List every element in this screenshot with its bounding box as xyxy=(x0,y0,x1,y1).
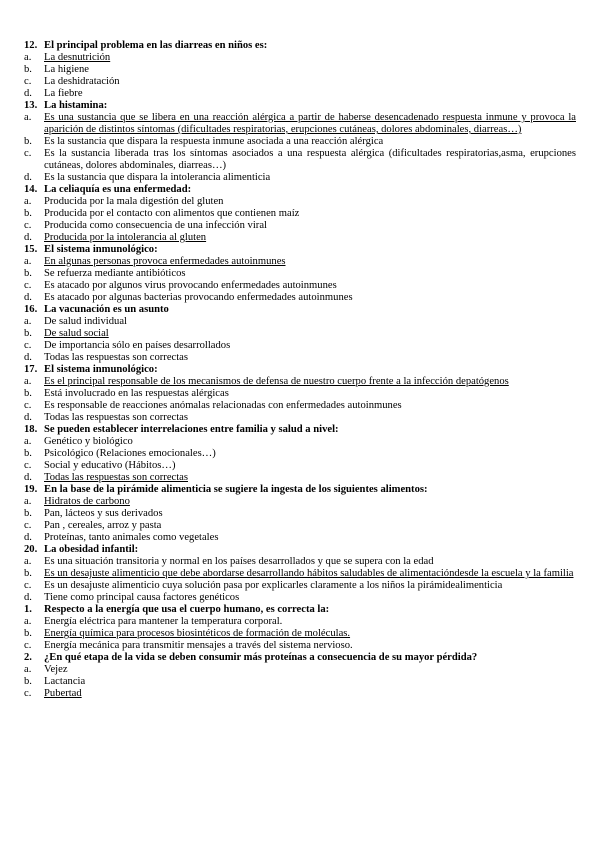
option-text: La higiene xyxy=(44,64,90,75)
option-letter: a. xyxy=(24,316,32,327)
option-text-marked-correct: Pubertad xyxy=(44,688,82,699)
option-text: Es responsable de reacciones anómalas relacionadas con enfermedades autoinmunes xyxy=(44,400,402,411)
option-letter: a. xyxy=(24,256,32,267)
option-text: Energía mecánica para transmitir mensajes a través del sistema nervioso. xyxy=(44,640,353,651)
question-heading xyxy=(24,304,576,316)
option-text: La fiebre xyxy=(44,88,83,99)
question-number: 1. xyxy=(24,604,32,615)
option-letter: a. xyxy=(24,112,32,123)
option-letter: d. xyxy=(24,532,32,543)
option-text-marked-correct: La desnutrición xyxy=(44,52,111,63)
question-number: 12. xyxy=(24,40,38,51)
option-text-marked-correct: Todas las respuestas son correctas xyxy=(44,472,188,483)
question-heading xyxy=(24,184,576,196)
answer-option xyxy=(24,136,576,148)
option-text: Vejez xyxy=(44,664,68,675)
question-heading xyxy=(24,40,576,52)
question-text: La histamina: xyxy=(44,100,108,111)
option-text: Es la sustancia liberada tras los síntomas asociados a una respuesta alérgica (dificultades respiratorias,asma, erupciones cutáneas, dolores abdominales, diarreas…) xyxy=(44,148,576,171)
option-letter: d. xyxy=(24,592,32,603)
option-letter: d. xyxy=(24,352,32,363)
answer-option xyxy=(24,316,576,328)
answer-option xyxy=(24,436,576,448)
question-heading xyxy=(24,604,576,616)
option-letter: a. xyxy=(24,556,32,567)
option-letter: a. xyxy=(24,496,32,507)
option-text-marked-correct: Energía química para procesos biosintéticos de formación de moléculas. xyxy=(44,628,351,639)
question-text: La obesidad infantil: xyxy=(44,544,139,555)
question-heading xyxy=(24,544,576,556)
option-letter: d. xyxy=(24,172,32,183)
option-text: Todas las respuestas son correctas xyxy=(44,412,188,423)
option-text-marked-correct: Producida por la intolerancia al gluten xyxy=(44,232,207,243)
option-text-marked-correct: Es un desajuste alimenticio que debe abordarse desarrollando hábitos saludables de alimentacióndesde la escuela y la familia xyxy=(44,568,574,579)
question-text: El principal problema en las diarreas en niños es: xyxy=(44,40,268,51)
answer-option xyxy=(24,520,576,532)
option-text: Es atacado por algunas bacterias provocando enfermedades autoinmunes xyxy=(44,292,353,303)
option-letter: b. xyxy=(24,64,32,75)
option-letter: a. xyxy=(24,436,32,447)
option-text: Producida por el contacto con alimentos que contienen maíz xyxy=(44,208,300,219)
question-number: 18. xyxy=(24,424,38,435)
question-heading xyxy=(24,244,576,256)
answer-option xyxy=(24,532,576,544)
option-letter: b. xyxy=(24,508,32,519)
option-text-marked-correct: Es una sustancia que se libera en una reacción alérgica a partir de haberse desencadenado respuesta inmune y provoca la aparición de distintos síntomas (dificultades respiratorias, erupciones cutáneas, dolores abdominales, diarreas…) xyxy=(44,112,576,135)
option-letter: a. xyxy=(24,616,32,627)
answer-option xyxy=(24,292,576,304)
answer-option xyxy=(24,628,576,640)
answer-option xyxy=(24,112,576,136)
answer-option xyxy=(24,64,576,76)
option-letter: a. xyxy=(24,196,32,207)
option-letter: a. xyxy=(24,664,32,675)
option-text: Es un desajuste alimenticio cuya solución pasa por explicarles claramente a los niños la pirámidealimenticia xyxy=(44,580,503,591)
option-text-marked-correct: Hidratos de carbono xyxy=(44,496,130,507)
answer-option xyxy=(24,172,576,184)
option-letter: d. xyxy=(24,88,32,99)
option-text: Social y educativo (Hábitos…) xyxy=(44,460,176,471)
answer-option xyxy=(24,208,576,220)
option-letter: c. xyxy=(24,76,32,87)
answer-option xyxy=(24,676,576,688)
question-text: Se pueden establecer interrelaciones entre familia y salud a nivel: xyxy=(44,424,339,435)
option-letter: c. xyxy=(24,520,32,531)
option-letter: b. xyxy=(24,208,32,219)
option-letter: c. xyxy=(24,688,32,699)
question-text: Respecto a la energía que usa el cuerpo humano, es correcta la: xyxy=(44,604,330,615)
answer-option xyxy=(24,280,576,292)
question-number: 20. xyxy=(24,544,38,555)
option-text: Producida por la mala digestión del gluten xyxy=(44,196,224,207)
option-text: Es la sustancia que dispara la intolerancia alimenticia xyxy=(44,172,271,183)
question-heading xyxy=(24,652,576,664)
option-text: Es una situación transitoria y normal en los países desarrollados y que se supera con la edad xyxy=(44,556,434,567)
answer-option xyxy=(24,508,576,520)
question-heading xyxy=(24,100,576,112)
answer-option xyxy=(24,268,576,280)
question-number: 13. xyxy=(24,100,38,111)
question-heading xyxy=(24,424,576,436)
answer-option xyxy=(24,376,576,388)
answer-option xyxy=(24,412,576,424)
question-heading xyxy=(24,484,576,496)
question-number: 2. xyxy=(24,652,32,663)
option-text: Energía eléctrica para mantener la temperatura corporal. xyxy=(44,616,283,627)
option-letter: b. xyxy=(24,628,32,639)
option-text: La deshidratación xyxy=(44,76,120,87)
option-letter: d. xyxy=(24,472,32,483)
option-text: De salud individual xyxy=(44,316,127,327)
question-text: En la base de la pirámide alimenticia se sugiere la ingesta de los siguientes alimentos: xyxy=(44,484,428,495)
option-letter: d. xyxy=(24,292,32,303)
option-letter: c. xyxy=(24,640,32,651)
question-number: 16. xyxy=(24,304,38,315)
option-letter: b. xyxy=(24,388,32,399)
answer-option xyxy=(24,52,576,64)
question-text: El sistema inmunológico: xyxy=(44,244,158,255)
option-text-marked-correct: En algunas personas provoca enfermedades autoinmunes xyxy=(44,256,286,267)
option-letter: c. xyxy=(24,280,32,291)
answer-option xyxy=(24,580,576,592)
option-text: Todas las respuestas son correctas xyxy=(44,352,188,363)
answer-option xyxy=(24,664,576,676)
option-letter: c. xyxy=(24,400,32,411)
question-text: La celiaquía es una enfermedad: xyxy=(44,184,192,195)
option-text: Se refuerza mediante antibióticos xyxy=(44,268,186,279)
answer-option xyxy=(24,328,576,340)
option-text: Psicológico (Relaciones emocionales…) xyxy=(44,448,216,459)
option-text: Está involucrado en las respuestas alérgicas xyxy=(44,388,229,399)
answer-option xyxy=(24,76,576,88)
option-text: Genético y biológico xyxy=(44,436,133,447)
option-text: De importancia sólo en países desarrollados xyxy=(44,340,231,351)
option-letter: c. xyxy=(24,340,32,351)
option-letter: b. xyxy=(24,268,32,279)
answer-option xyxy=(24,592,576,604)
question-heading xyxy=(24,364,576,376)
answer-option xyxy=(24,448,576,460)
option-letter: b. xyxy=(24,136,32,147)
answer-option xyxy=(24,196,576,208)
question-text: La vacunación es un asunto xyxy=(44,304,169,315)
option-text-marked-correct: Es el principal responsable de los mecanismos de defensa de nuestro cuerpo frente a la infección depatógenos xyxy=(44,376,509,387)
answer-option xyxy=(24,472,576,484)
answer-option xyxy=(24,400,576,412)
answer-option xyxy=(24,568,576,580)
option-letter: c. xyxy=(24,580,32,591)
option-letter: d. xyxy=(24,232,32,243)
option-letter: a. xyxy=(24,376,32,387)
option-text: Pan, lácteos y sus derivados xyxy=(44,508,163,519)
answer-option xyxy=(24,220,576,232)
option-text: Lactancia xyxy=(44,676,86,687)
question-text: El sistema inmunológico: xyxy=(44,364,158,375)
answer-option xyxy=(24,388,576,400)
answer-option xyxy=(24,352,576,364)
option-text: Proteínas, tanto animales como vegetales xyxy=(44,532,219,543)
question-number: 17. xyxy=(24,364,38,375)
option-letter: b. xyxy=(24,448,32,459)
option-text: Tiene como principal causa factores genéticos xyxy=(44,592,240,603)
answer-option xyxy=(24,88,576,100)
option-letter: b. xyxy=(24,568,32,579)
question-number: 19. xyxy=(24,484,38,495)
option-text: Es atacado por algunos virus provocando enfermedades autoinmunes xyxy=(44,280,337,291)
option-letter: c. xyxy=(24,220,32,231)
option-text: Pan , cereales, arroz y pasta xyxy=(44,520,162,531)
option-text-marked-correct: De salud social xyxy=(44,328,109,339)
answer-option xyxy=(24,148,576,172)
answer-option xyxy=(24,496,576,508)
option-letter: b. xyxy=(24,676,32,687)
exam-page xyxy=(24,40,576,700)
question-number: 15. xyxy=(24,244,38,255)
answer-option xyxy=(24,616,576,628)
answer-option xyxy=(24,688,576,700)
option-text: Producida como consecuencia de una infección viral xyxy=(44,220,267,231)
answer-option xyxy=(24,640,576,652)
option-letter: b. xyxy=(24,328,32,339)
answer-option xyxy=(24,232,576,244)
question-text: ¿En qué etapa de la vida se deben consumir más proteínas a consecuencia de su mayor pérdida? xyxy=(44,652,478,663)
answer-option xyxy=(24,460,576,472)
option-letter: a. xyxy=(24,52,32,63)
answer-option xyxy=(24,256,576,268)
option-text: Es la sustancia que dispara la respuesta inmune asociada a una reacción alérgica xyxy=(44,136,384,147)
question-number: 14. xyxy=(24,184,38,195)
option-letter: c. xyxy=(24,460,32,471)
answer-option xyxy=(24,556,576,568)
answer-option xyxy=(24,340,576,352)
option-letter: c. xyxy=(24,148,32,159)
option-letter: d. xyxy=(24,412,32,423)
